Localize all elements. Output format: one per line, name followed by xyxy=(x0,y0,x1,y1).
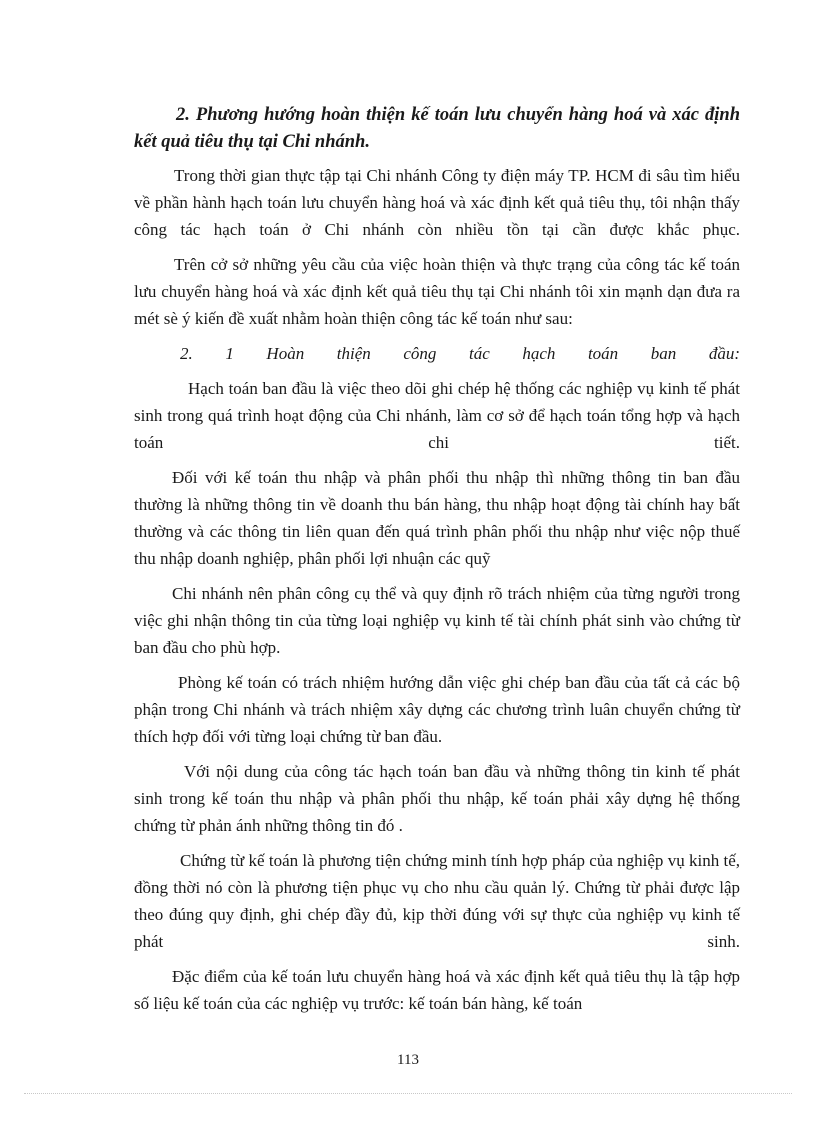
body-paragraph-4: Phòng kế toán có trách nhiệm hướng dẫn việc ghi chép ban đầu của tất cả các bộ phận trong Chi nhánh và trách nhiệm xây dựng các chương trình luân chuyển chứng từ thích hợp đối với từng loại chứng từ ban đầu. xyxy=(134,673,740,746)
page-content xyxy=(134,102,740,1025)
body-paragraph-6: Chứng từ kế toán là phương tiện chứng minh tính hợp pháp của nghiệp vụ kinh tế, đồng thời nó còn là phương tiện phục vụ cho nhu cầu quản lý. Chứng từ phải được lập theo đúng quy định, ghi chép đầy đủ, kịp thời đúng với sự thực của nghiệp vụ kinh tế phát sinh. xyxy=(134,851,740,951)
page-number: 113 xyxy=(397,1052,419,1068)
body-paragraph-2: Đối với kế toán thu nhập và phân phối thu nhập thì những thông tin ban đầu thường là những thông tin về doanh thu bán hàng, thu nhập hoạt động tài chính hay bất thường và các thông tin liên quan đến quá trình phân phối thu nhập như việc nộp thuế thu nhập doanh nghiệp, phân phối lợi nhuận các quỹ xyxy=(134,468,740,568)
body-paragraph-7: Đặc điểm của kế toán lưu chuyển hàng hoá và xác định kết quả tiêu thụ là tập hợp số liệu kế toán của các nghiệp vụ trước: kế toán bán hàng, kế toán xyxy=(134,967,740,1013)
body-paragraph-1: Hạch toán ban đầu là việc theo dõi ghi chép hệ thống các nghiệp vụ kinh tế phát sinh trong quá trình hoạt động của Chi nhánh, làm cơ sở để hạch toán tổng hợp và hạch toán chi tiết. xyxy=(134,379,740,452)
body-paragraph-3: Chi nhánh nên phân công cụ thể và quy định rõ trách nhiệm của từng người trong việc ghi nhận thông tin của từng loại nghiệp vụ kinh tế tài chính phát sinh vào chứng từ ban đầu cho phù hợp. xyxy=(134,584,740,657)
section-heading: 2. Phương hướng hoàn thiện kế toán lưu chuyển hàng hoá và xác định kết quả tiêu thụ tại Chi nhánh. xyxy=(134,105,740,152)
subsection-heading: 2. 1 Hoàn thiện công tác hạch toán ban đầu: xyxy=(180,344,740,363)
page-bottom-divider xyxy=(24,1093,792,1094)
intro-paragraph-1: Trong thời gian thực tập tại Chi nhánh Công ty điện máy TP. HCM đi sâu tìm hiểu về phần hành hạch toán lưu chuyển hàng hoá và xác định kết quả tiêu thụ, tôi nhận thấy công tác hạch toán ở Chi nhánh còn nhiều tồn tại cần được khắc phục. xyxy=(134,166,740,239)
body-paragraph-5: Với nội dung của công tác hạch toán ban đầu và những thông tin kinh tế phát sinh trong kế toán thu nhập và phân phối thu nhập, kế toán phải xây dựng hệ thống chứng từ phản ánh những thông tin đó . xyxy=(134,762,740,835)
intro-paragraph-2: Trên cở sở những yêu cầu của việc hoàn thiện và thực trạng của công tác kế toán lưu chuyển hàng hoá và xác định kết quả tiêu thụ tại Chi nhánh tôi xin mạnh dạn đưa ra mét sè ý kiến đề xuất nhằm hoàn thiện công tác kế toán như sau: xyxy=(134,255,740,328)
